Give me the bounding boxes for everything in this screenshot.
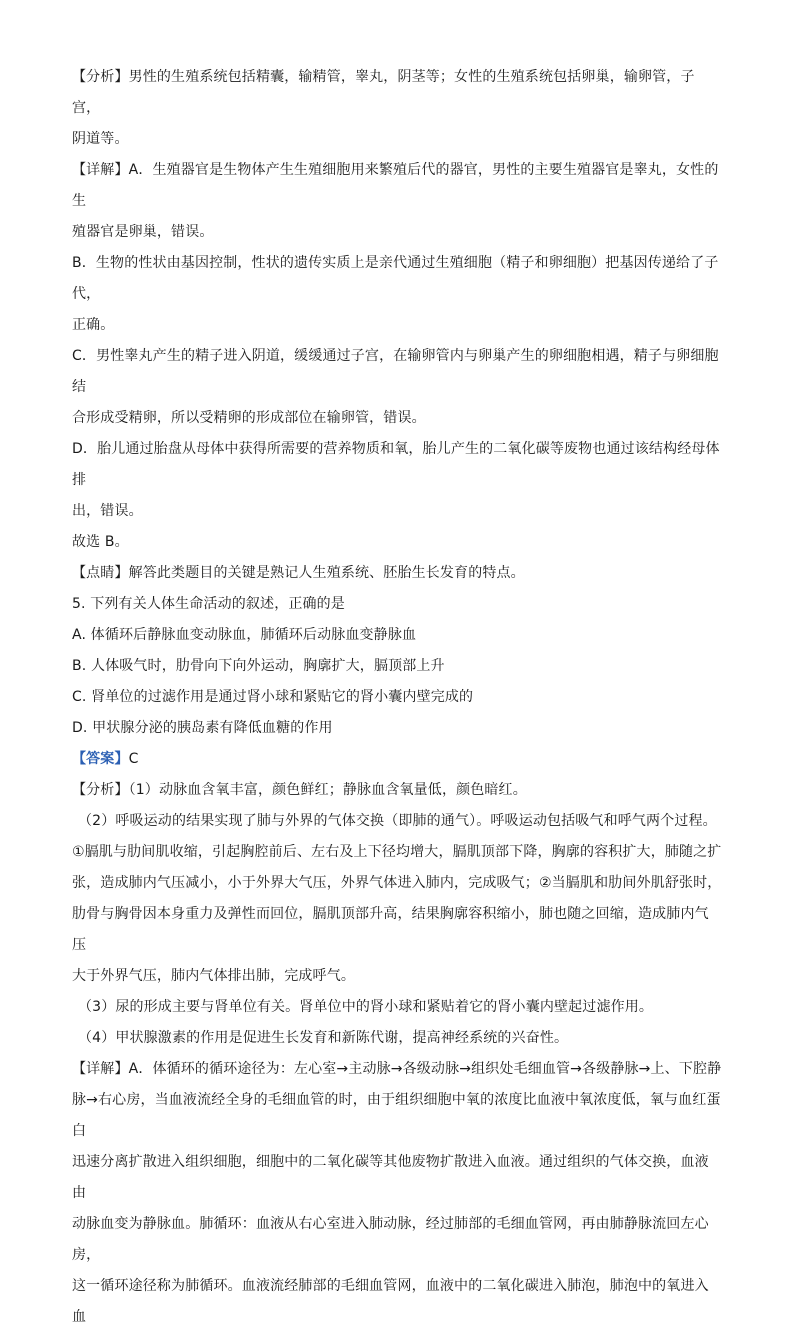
document-content — [72, 62, 722, 1333]
text-line: （3）尿的形成主要与肾单位有关。肾单位中的肾小球和紧贴着它的肾小囊内壁起过滤作用。 — [78, 999, 654, 1015]
option-text: C. 肾单位的过滤作用是通过肾小球和紧贴它的肾小囊内壁完成的 — [72, 689, 474, 705]
text-line: 合形成受精卵，所以受精卵的形成部位在输卵管，错误。 — [72, 410, 426, 426]
question-5-option-d — [72, 713, 722, 744]
text-line: 脉→右心房，当血液流经全身的毛细血管的时，由于组织细胞中氧的浓度比血液中氧浓度低，氧与血红蛋白 — [72, 1092, 721, 1139]
analysis-2-paragraph — [72, 775, 722, 806]
question-5-option-a — [72, 620, 722, 651]
text-line: 动脉血变为静脉血。肺循环：血液从右心室进入肺动脉，经过肺部的毛细血管网，再由肺静脉流回左心房， — [72, 1216, 709, 1263]
answer-value: C — [128, 751, 139, 767]
text-line: C．男性睾丸产生的精子进入阴道，缓缓通过子宫，在输卵管内与卵巢产生的卵细胞相遇，精子与卵细胞结 — [72, 348, 719, 395]
text-line: 迅速分离扩散进入组织细胞，细胞中的二氧化碳等其他废物扩散进入血液。通过组织的气体交换，血液由 — [72, 1154, 709, 1201]
option-text: B. 人体吸气时，肋骨向下向外运动，胸廓扩大，膈顶部上升 — [72, 658, 445, 674]
text-line: 【点睛】解答此类题目的关键是熟记人生殖系统、胚胎生长发育的特点。 — [72, 565, 525, 581]
analysis-paragraph — [72, 62, 722, 155]
text-line: 张，造成肺内气压减小，小于外界大气压，外界气体进入肺内，完成吸气；②当膈肌和肋间外肌舒张时， — [72, 875, 722, 891]
option-text: D. 甲状腺分泌的胰岛素有降低血糖的作用 — [72, 720, 333, 736]
analysis-2-point-4 — [72, 1023, 722, 1054]
analysis-2-point-2-detail — [72, 837, 722, 992]
option-b-paragraph — [72, 248, 722, 341]
analysis-2-point-3 — [72, 992, 722, 1023]
question-text: 5. 下列有关人体生命活动的叙述，正确的是 — [72, 596, 345, 612]
text-line: 【详解】A．体循环的循环途径为：左心室→主动脉→各级动脉→组织处毛细血管→各级静脉→上、下腔静 — [72, 1061, 722, 1077]
text-line: （4）甲状腺激素的作用是促进生长发育和新陈代谢，提高神经系统的兴奋性。 — [78, 1030, 569, 1046]
text-line: 出，错误。 — [72, 503, 143, 519]
text-line: 阴道等。 — [72, 131, 129, 147]
detail-2-paragraph — [72, 1054, 722, 1333]
answer-paragraph — [72, 744, 722, 775]
option-c-paragraph — [72, 341, 722, 434]
text-line: 正确。 — [72, 317, 115, 333]
text-line: D．胎儿通过胎盘从母体中获得所需要的营养物质和氧，胎儿产生的二氧化碳等废物也通过该结构经母体排 — [72, 441, 720, 488]
choice-paragraph — [72, 527, 722, 558]
option-text: A. 体循环后静脉血变动脉血，肺循环后动脉血变静脉血 — [72, 627, 417, 643]
text-line: （2）呼吸运动的结果实现了肺与外界的气体交换（即肺的通气）。呼吸运动包括吸气和呼气两个过程。 — [78, 813, 717, 829]
text-line: 这一循环途径称为肺循环。血液流经肺部的毛细血管网，血液中的二氧化碳进入肺泡，肺泡中的氧进入血 — [72, 1278, 709, 1325]
text-line: ①膈肌与肋间肌收缩，引起胸腔前后、左右及上下径均增大，膈肌顶部下降，胸廓的容积扩大，肺随之扩 — [72, 844, 722, 860]
text-line: 大于外界气压，肺内气体排出肺，完成呼气。 — [72, 968, 355, 984]
question-5-option-b — [72, 651, 722, 682]
text-line: 殖器官是卵巢，错误。 — [72, 224, 214, 240]
question-5-option-c — [72, 682, 722, 713]
question-5 — [72, 589, 722, 620]
text-line: 【分析】男性的生殖系统包括精囊，输精管，睾丸，阴茎等；女性的生殖系统包括卵巢，输卵管，子宫， — [72, 69, 695, 116]
answer-label: 【答案】 — [72, 751, 129, 767]
tip-paragraph — [72, 558, 722, 589]
text-line: 【分析】（1）动脉血含氧丰富，颜色鲜红；静脉血含氧量低，颜色暗红。 — [72, 782, 527, 798]
analysis-2-point-2 — [72, 806, 722, 837]
option-d-paragraph — [72, 434, 722, 527]
text-line: 肋骨与胸骨因本身重力及弹性而回位，膈肌顶部升高，结果胸廓容积缩小，肺也随之回缩，造成肺内气压 — [72, 906, 709, 953]
detail-paragraph — [72, 155, 722, 248]
text-line: B．生物的性状由基因控制，性状的遗传实质上是亲代通过生殖细胞（精子和卵细胞）把基因传递给了子代， — [72, 255, 719, 302]
text-line: 【详解】A．生殖器官是生物体产生生殖细胞用来繁殖后代的器官，男性的主要生殖器官是睾丸，女性的生 — [72, 162, 719, 209]
text-line: 故选 B。 — [72, 534, 129, 550]
